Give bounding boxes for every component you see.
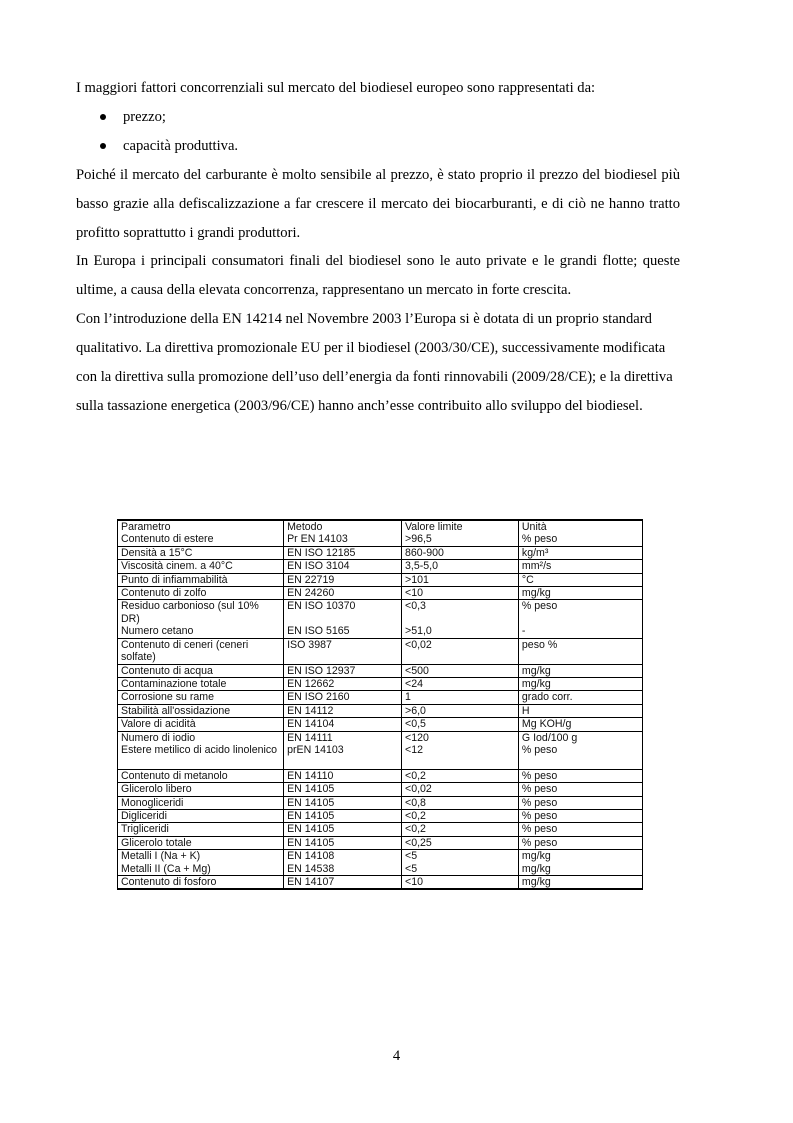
table-cell: Contenuto di ceneri (ceneri solfate) (118, 638, 284, 664)
table-cell: Metalli I (Na + K) Metalli II (Ca + Mg) (118, 850, 284, 876)
paragraph-price: Poiché il mercato del carburante è molto sensibile al prezzo, è stato proprio il prezzo del biodiesel più basso grazie alla defiscalizzazione a far crescere il mercato dei biocarburanti, e di ciò ne hanno tratto profitto soprattutto i grandi produttori. (76, 166, 680, 241)
table-row (118, 809, 643, 822)
table-row (118, 850, 643, 876)
table-cell: % peso - (518, 600, 642, 638)
table-row (118, 875, 643, 889)
table-row (118, 769, 643, 782)
table-cell: mg/kg mg/kg (518, 850, 642, 876)
table-cell: <500 (402, 664, 519, 677)
table-cell: Contaminazione totale (118, 678, 284, 691)
table-cell: EN 14105 (284, 823, 402, 836)
table-cell: Metodo Pr EN 14103 (284, 520, 402, 546)
bullet-list (76, 103, 680, 161)
table-cell: °C (518, 573, 642, 586)
table-row (118, 546, 643, 559)
table-cell: EN 24260 (284, 587, 402, 600)
table-cell: Digliceridi (118, 809, 284, 822)
table-row (118, 573, 643, 586)
table-cell: Monogliceridi (118, 796, 284, 809)
table-cell: >101 (402, 573, 519, 586)
table-cell: EN ISO 12185 (284, 546, 402, 559)
table-cell: peso % (518, 638, 642, 664)
table-cell: Valore di acidità (118, 718, 284, 731)
table-cell: <5 <5 (402, 850, 519, 876)
table-cell: EN 14108 EN 14538 (284, 850, 402, 876)
table-row (118, 600, 643, 638)
table-cell: <10 (402, 875, 519, 889)
table-row (118, 823, 643, 836)
table-cell: EN 14110 (284, 769, 402, 782)
table-cell: % peso (518, 836, 642, 849)
table-cell: EN ISO 3104 (284, 560, 402, 573)
table-cell: >6,0 (402, 704, 519, 717)
table-cell: % peso (518, 796, 642, 809)
table-row (118, 678, 643, 691)
table-cell: Punto di infiammabilità (118, 573, 284, 586)
table-cell: <0,02 (402, 783, 519, 796)
table-cell: mg/kg (518, 587, 642, 600)
table-cell: EN 14112 (284, 704, 402, 717)
table-row (118, 560, 643, 573)
table-cell: <24 (402, 678, 519, 691)
table-cell: % peso (518, 783, 642, 796)
table-cell: Glicerolo libero (118, 783, 284, 796)
table-cell: Mg KOH/g (518, 718, 642, 731)
table-cell: EN 14105 (284, 836, 402, 849)
table-cell: EN 14105 (284, 809, 402, 822)
paragraph-consumers: In Europa i principali consumatori finali del biodiesel sono le auto private e le grandi flotte; queste ultime, a causa della elevata concorrenza, rappresentano un mercato in forte crescita. (76, 253, 680, 299)
table-cell: EN ISO 12937 (284, 664, 402, 677)
table-cell: EN 14105 (284, 796, 402, 809)
table-cell: <0,25 (402, 836, 519, 849)
table-cell: Valore limite >96,5 (402, 520, 519, 546)
table-cell: Contenuto di acqua (118, 664, 284, 677)
table-cell: EN 14105 (284, 783, 402, 796)
body-text (76, 74, 680, 421)
bullet-item: prezzo; (76, 103, 680, 132)
table-cell: % peso (518, 769, 642, 782)
table-cell: mg/kg (518, 664, 642, 677)
table-cell: Contenuto di zolfo (118, 587, 284, 600)
table-cell: EN 22719 (284, 573, 402, 586)
page-number: 4 (392, 1048, 401, 1064)
table-cell: <0,3 >51,0 (402, 600, 519, 638)
table-row (118, 691, 643, 704)
table-cell: <0,02 (402, 638, 519, 664)
table-cell: Unità % peso (518, 520, 642, 546)
table-cell: Viscosità cinem. a 40°C (118, 560, 284, 573)
table-cell: H (518, 704, 642, 717)
table-row (118, 587, 643, 600)
table-cell: <0,2 (402, 769, 519, 782)
table-cell: mg/kg (518, 678, 642, 691)
table-row (118, 796, 643, 809)
table-cell: EN 14107 (284, 875, 402, 889)
table-row (118, 638, 643, 664)
table-cell: <0,5 (402, 718, 519, 731)
table-row (118, 664, 643, 677)
table-cell: <120 <12 (402, 731, 519, 769)
table-cell: EN 12662 (284, 678, 402, 691)
table-cell: Glicerolo totale (118, 836, 284, 849)
bullet-icon (100, 114, 106, 120)
table-cell: EN 14104 (284, 718, 402, 731)
table-cell: <0,2 (402, 823, 519, 836)
table-cell: % peso (518, 809, 642, 822)
table-cell: Numero di iodio Estere metilico di acido linolenico (118, 731, 284, 769)
bullet-icon (100, 143, 106, 149)
bullet-item: capacità produttiva. (76, 132, 680, 161)
table-cell: mg/kg (518, 875, 642, 889)
table-row (118, 731, 643, 769)
paragraph-standard: Con l’introduzione della EN 14214 nel Novembre 2003 l’Europa si è dotata di un proprio standard qualitativo. La direttiva promozionale EU per il biodiesel (2003/30/CE), successivamente modificata con la direttiva sulla promozione dell’uso dell’energia da fonti rinnovabili (2009/28/CE); e la direttiva sulla tassazione energetica (2003/96/CE) hanno anch’esse contribuito allo sviluppo del biodiesel. (76, 311, 673, 414)
table-cell: ISO 3987 (284, 638, 402, 664)
biodiesel-spec-table (117, 519, 643, 890)
table-cell: Trigliceridi (118, 823, 284, 836)
table-cell: Contenuto di fosforo (118, 875, 284, 889)
table-cell: Stabilità all'ossidazione (118, 704, 284, 717)
table-cell: Corrosione su rame (118, 691, 284, 704)
table-row (118, 704, 643, 717)
table-cell: kg/m³ (518, 546, 642, 559)
table-cell: EN ISO 2160 (284, 691, 402, 704)
table-cell: Residuo carbonioso (sul 10% DR) Numero cetano (118, 600, 284, 638)
table-cell: EN ISO 10370 EN ISO 5165 (284, 600, 402, 638)
table-cell: 3,5-5,0 (402, 560, 519, 573)
table-cell: <0,8 (402, 796, 519, 809)
table-cell: grado corr. (518, 691, 642, 704)
table-cell: G Iod/100 g % peso (518, 731, 642, 769)
table-row (118, 783, 643, 796)
table-cell: Densità a 15°C (118, 546, 284, 559)
table-cell: Contenuto di metanolo (118, 769, 284, 782)
table-cell: EN 14111 prEN 14103 (284, 731, 402, 769)
table-cell: <0,2 (402, 809, 519, 822)
table-row (118, 836, 643, 849)
table-cell: 1 (402, 691, 519, 704)
table-cell: Parametro Contenuto di estere (118, 520, 284, 546)
intro-paragraph: I maggiori fattori concorrenziali sul mercato del biodiesel europeo sono rappresentati da: (76, 80, 596, 96)
table-row (118, 520, 643, 546)
table-cell: % peso (518, 823, 642, 836)
table-cell: mm²/s (518, 560, 642, 573)
table-cell: 860-900 (402, 546, 519, 559)
table-cell: <10 (402, 587, 519, 600)
table-row (118, 718, 643, 731)
